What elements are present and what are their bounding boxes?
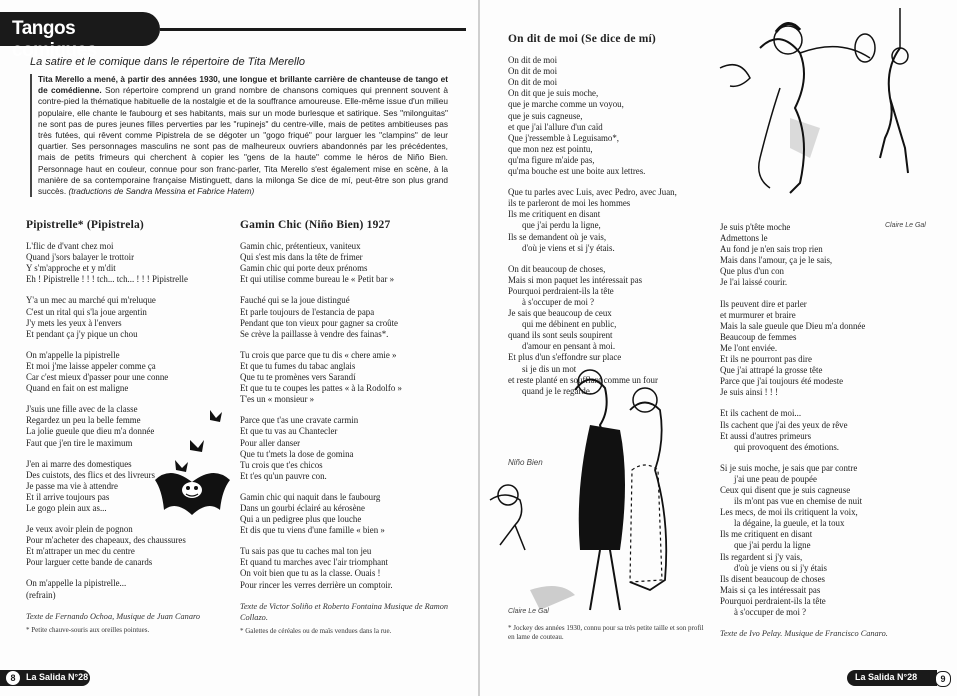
verse-line: Que tu parles avec Luis, avec Pedro, avec Juan, [508, 187, 677, 198]
verse-line: que mon nez est pointu, [508, 143, 593, 154]
intro-translators: (traductions de Sandra Messina et Fabrice Hatem) [68, 186, 255, 197]
verse-line: Et plus d'un s'effondre sur place [508, 352, 622, 363]
verse-line: Et ils ne pourront pas dire [720, 354, 812, 365]
stanza [720, 463, 935, 618]
verse-line: Pour aller danser [240, 437, 301, 448]
intro-text [30, 74, 448, 197]
verse-line: Que tu t'mets la dose de gomina [240, 448, 354, 459]
verse-line: ils m'ont pas vue en chemise de nuit [734, 496, 863, 507]
verse-line: Faut que j'en tire le maximum [26, 437, 133, 448]
verse-line: Je veux avoir plein de pognon [26, 524, 133, 535]
verse-line: Se crève la paillasse à vendre des fainas*. [240, 328, 389, 339]
verse-line: Gamin chic qui naquit dans le faubourg [240, 491, 381, 502]
verse-line: qu'ma bouche est une boite aux lettres. [508, 166, 646, 177]
verse-line: Ils se demandent où je vais, [508, 231, 607, 242]
footer-right [847, 670, 946, 686]
verse-line: Gamin chic, prétentieux, vaniteux [240, 241, 361, 252]
verse-line: Les mecs, de moi ils critiquent la voix, [720, 507, 858, 518]
verse-line: Parce que j'ai toujours été modeste [720, 376, 844, 387]
caption-claire-top: Claire Le Gal [885, 222, 926, 229]
verse-line: Gamin chic qui porte deux prénoms [240, 263, 368, 274]
verse-line: que j'ai perdu la ligne, [522, 220, 601, 231]
verse-line: ils te parleront de moi les hommes [508, 198, 631, 209]
jockey-note: * Jockey des années 1930, connu pour sa très petite taille et son profil en lame de couteau. [508, 624, 704, 641]
intro-subtitle: La satire et le comique dans le répertoire de Tita Merello [30, 56, 306, 68]
song-credit: Texte de Ivo Pelay. Musique de Francisco Canaro. [720, 629, 888, 639]
page-number: 9 [935, 671, 951, 687]
verse-line: à s'occuper de moi ? [522, 296, 595, 307]
verse-line: d'où je viens et si j'y étais. [522, 242, 615, 253]
verse-line: Et ils cachent de moi... [720, 408, 802, 419]
song-on-dit-de-moi-continued [720, 222, 935, 639]
song-note: * Galettes de céréales ou de maïs vendues dans la rue. [240, 626, 392, 635]
verse-line: Et moi j'me laisse appeler comme ça [26, 360, 156, 371]
stanza [508, 55, 718, 177]
section-header [0, 12, 160, 61]
verse-line: Et pendant ça j'y pique un chou [26, 328, 138, 339]
stanza [240, 492, 460, 536]
verse-line: Je suis p'tête moche [720, 222, 791, 232]
verse-line: Y s'm'approche et y m'dit [26, 263, 116, 274]
intro-body: Son répertoire comprend un grand nombre de chansons comiques qui prennent souvent à contre-pied la thématique habituelle de la nostalgie et de la souffrance amoureuse. Elle-même issue d'un milieu populaire, elle chante le faubourg et ses habitants, mais sur un mode burlesque et satirique. Ses "milonguitas" ne sont pas de pures jeunes filles perverties par les "rupinejs" du centre-ville, mais de petites ambitieuses pas très futées, qui rêvent comme Pipistrela de se dégoter un "gogo friqué" pour larguer les "clampins" de leur quartier. Ses personnages masculins ne sont pas de malheureux ouvriers abandonnés par les précédentes, mais de petits frimeurs qui cherchent à copier les "gens de la haute" comme le héros de Niño Bien. Personnage haut en couleur, connue pour son franc-parler, Tita Merello s'est également mise en scène, à la manière de sa contemporaine française Mistinguett, dans la milonga Se dice de mí, peut-être son plus grand succès. [38, 85, 448, 197]
verse-line: Ils cachent que j'ai des yeux de rêve [720, 419, 848, 430]
stanza [26, 350, 226, 394]
couple-illustration [480, 350, 720, 620]
song-title: Pipistrelle* (Pipistrela) [26, 219, 144, 231]
stanza [240, 546, 460, 590]
stanza [720, 222, 935, 289]
verse-line: Et dis que tu viens d'une famille « bien » [240, 525, 385, 536]
verse-line: On dit de moi [508, 77, 558, 88]
verse-line: On m'appelle la pipistrelle [26, 349, 120, 360]
verse-line: Pendant que ton vieux pour gagner sa croûte [240, 317, 398, 328]
verse-line: Et aussi d'autres primeurs [720, 430, 812, 441]
verse-line: et que j'ai l'allure d'un caïd [508, 121, 603, 132]
verse-line: j'ai une peau de poupée [734, 473, 817, 484]
verse-line: Parce que t'as une cravate carmin [240, 415, 359, 426]
verse-line: On voit bien que tu as la classe. Ouais ! [240, 568, 381, 579]
verse-line: Si je suis moche, je sais que par contre [720, 462, 858, 473]
dancer-illustration [700, 8, 930, 198]
verse-line: Ils regardent si j'y vais, [720, 551, 803, 562]
footer-left [0, 670, 90, 686]
verse-line: Qui s'est mis dans la tête de frimer [240, 252, 363, 263]
verse-line: Tu sais pas que tu caches mal ton jeu [240, 546, 372, 557]
left-page [0, 0, 478, 696]
verse-line: Le gogo plein aux as... [26, 502, 107, 513]
caption-nino-bien: Niño Bien [508, 458, 543, 467]
verse-line: J'suis une fille avec de la classe [26, 404, 138, 415]
caption-claire-bottom: Claire Le Gal [508, 608, 549, 615]
verse-line: Et parle toujours de l'estancia de papa [240, 306, 375, 317]
intro-block [30, 56, 448, 197]
verse-line: Dans un gourbi éclairé au kérosène [240, 502, 365, 513]
verse-line: (refrain) [26, 589, 56, 600]
verse-line: Et t'es qu'un pauvre con. [240, 470, 327, 481]
verse-line: Des cuistots, des flics et des livreurs [26, 469, 155, 480]
verse-line: Ceux qui disent que je suis cagneuse [720, 484, 851, 495]
magazine-label: La Salida N°28 [855, 672, 918, 682]
bats-illustration [150, 410, 235, 540]
stanza [26, 241, 226, 285]
verse-line: T'es un « monsieur » [240, 394, 315, 405]
verse-line: Et que tu fumes du tabac anglais [240, 360, 356, 371]
magazine-label: La Salida N°28 [26, 672, 89, 682]
verse-line: Pour rincer les verres derrière un comptoir. [240, 579, 393, 590]
page-number: 8 [6, 671, 20, 685]
verse-line: Pour m'acheter des chapeaux, des chaussures [26, 535, 186, 546]
stanza [240, 350, 460, 405]
verse-line: Quand j'sors balayer le trottoir [26, 252, 135, 263]
verse-line: Je sais que beaucoup de ceux [508, 308, 612, 319]
verse-line: que je marche comme un voyou, [508, 99, 624, 110]
song-gamin-chic [240, 220, 460, 636]
song-credit: Texte de Victor Soliño et Roberto Fontaina Musique de Ramon Collazo. [240, 601, 449, 622]
verse-line: à s'occuper de moi ? [734, 607, 807, 617]
verse-line: J'en ai marre des domestiques [26, 458, 132, 469]
verse-line: Eh ! Pipistrelle ! ! ! tch... tch... ! ! ! Pipistrelle [26, 274, 188, 285]
verse-line: Je suis ainsi ! ! ! [720, 387, 778, 398]
verse-line: Et m'attraper un mec du centre [26, 546, 135, 557]
verse-line: On m'appelle la pipistrelle... [26, 578, 127, 589]
verse-line: Je passe ma vie à attendre [26, 480, 118, 491]
verse-line: qu'ma figure m'aide pas, [508, 154, 595, 165]
verse-line: Et que tu te coupes les pattes « à la Rodolfo » [240, 383, 402, 394]
verse-line: Que tu te promènes vers Sarandí [240, 372, 356, 383]
verse-line: On dit de moi [508, 66, 558, 77]
verse-line: Quand en fait on est maligne [26, 383, 129, 394]
stanza [720, 299, 935, 399]
verse-line: On dit que je suis moche, [508, 88, 599, 99]
verse-line: qui me débinent en public, [522, 319, 617, 330]
verse-line: Et qui utilise comme bureau le « Petit bar » [240, 274, 395, 285]
verse-line: Pour larguer cette bande de canards [26, 557, 153, 568]
verse-line: d'où je viens ou si j'y étais [734, 562, 827, 573]
song-stanzas [720, 222, 935, 618]
verse-line: Pourquoi perdraient-ils la tête [720, 595, 826, 606]
verse-line: Mais dans l'amour, ça je le sais, [720, 255, 833, 266]
verse-line: Me l'ont enviée. [720, 342, 778, 353]
verse-line: Beaucoup de femmes [720, 331, 797, 342]
song-credit: Texte de Fernando Ochoa, Musique de Juan Canaro [26, 611, 201, 621]
verse-line: Mais la sale gueule que Dieu m'a donnée [720, 320, 866, 331]
verse-line: Au fond je n'en sais trop rien [720, 244, 823, 255]
verse-line: quand je le regarde. [522, 385, 592, 396]
verse-line: La jolie gueule que dieu m'a donnée [26, 426, 155, 437]
verse-line: Ils me critiquent en disant [508, 209, 601, 220]
song-title: On dit de moi (Se dice de mí) [508, 33, 656, 45]
verse-line: On dit beaucoup de choses, [508, 263, 606, 274]
verse-line: Ils peuvent dire et parler [720, 298, 807, 309]
verse-line: Et que tu vas au Chantecler [240, 426, 338, 437]
verse-line: Et il arrive toujours pas [26, 491, 110, 502]
verse-line: Que plus d'un con [720, 266, 784, 277]
verse-line: Que j'ai attrapé la grosse tête [720, 365, 823, 376]
verse-line: Tu crois que t'es chicos [240, 459, 323, 470]
verse-line: L'flic de d'vant chez moi [26, 241, 114, 252]
song-note: * Petite chauve-souris aux oreilles pointues. [26, 625, 150, 634]
song-stanzas [240, 241, 460, 591]
verse-line: d'amour en pensant à moi. [522, 341, 616, 352]
song-stanzas [508, 55, 718, 397]
stanza [26, 578, 226, 600]
stanza [240, 295, 460, 339]
stanza [26, 295, 226, 339]
verse-line: Fauché qui se la joue distingué [240, 295, 350, 306]
verse-line: que je suis cagneuse, [508, 110, 583, 121]
verse-line: C'est un rital qui s'la joue argentin [26, 306, 147, 317]
verse-line: Tu crois que parce que tu dis « chere amie » [240, 349, 397, 360]
verse-line: Et quand tu marches avec l'air triomphant [240, 557, 388, 568]
verse-line: Mais si ça les intéressait pas [720, 584, 821, 595]
stanza [508, 187, 718, 254]
verse-line: Je l'ai laissé courir. [720, 277, 788, 288]
verse-line: et murmurer et braire [720, 309, 796, 320]
intro-lead: Tita Merello a mené, à partir des années 1930, une longue et brillante carrière de chanteuse de tango et de comédienne. [38, 74, 448, 96]
verse-line: quand ils sont seuls soupirent [508, 330, 613, 341]
verse-line: Pourquoi perdraient-ils la tête [508, 285, 614, 296]
verse-line: Mais si mon paquet les intéressait pas [508, 274, 643, 285]
verse-line: Car c'est mieux d'passer pour une conne [26, 372, 169, 383]
verse-line: Que j'ressemble à Leguisamo*, [508, 132, 620, 143]
section-title: Tangos comiques [12, 18, 97, 61]
stanza [240, 241, 460, 285]
verse-line: Qui a un pedigree plus que louche [240, 514, 362, 525]
verse-line: Regardez un peu la belle femme [26, 415, 141, 426]
header-rule [160, 28, 466, 31]
stanza [720, 408, 935, 452]
verse-line: Ils me critiquent en disant [720, 529, 813, 540]
verse-line: On dit de moi [508, 55, 558, 66]
verse-line: J'y mets les yeux à l'envers [26, 317, 122, 328]
verse-line: Ils disent beaucoup de choses [720, 573, 825, 584]
stanza [240, 415, 460, 482]
verse-line: la dégaine, la gueule, et la toux [734, 518, 845, 529]
verse-line: que j'ai perdu la ligne [734, 540, 811, 551]
song-title: Gamin Chic (Niño Bien) 1927 [240, 219, 391, 231]
verse-line: et reste planté en soufflant comme un four [508, 374, 658, 385]
verse-line: Y'a un mec au marché qui m'reluque [26, 295, 156, 306]
verse-line: qui provoquent des émotions. [734, 441, 840, 452]
verse-line: si je dis un mot [522, 363, 577, 374]
verse-line: Admettons le [720, 233, 768, 244]
right-page [480, 0, 957, 696]
